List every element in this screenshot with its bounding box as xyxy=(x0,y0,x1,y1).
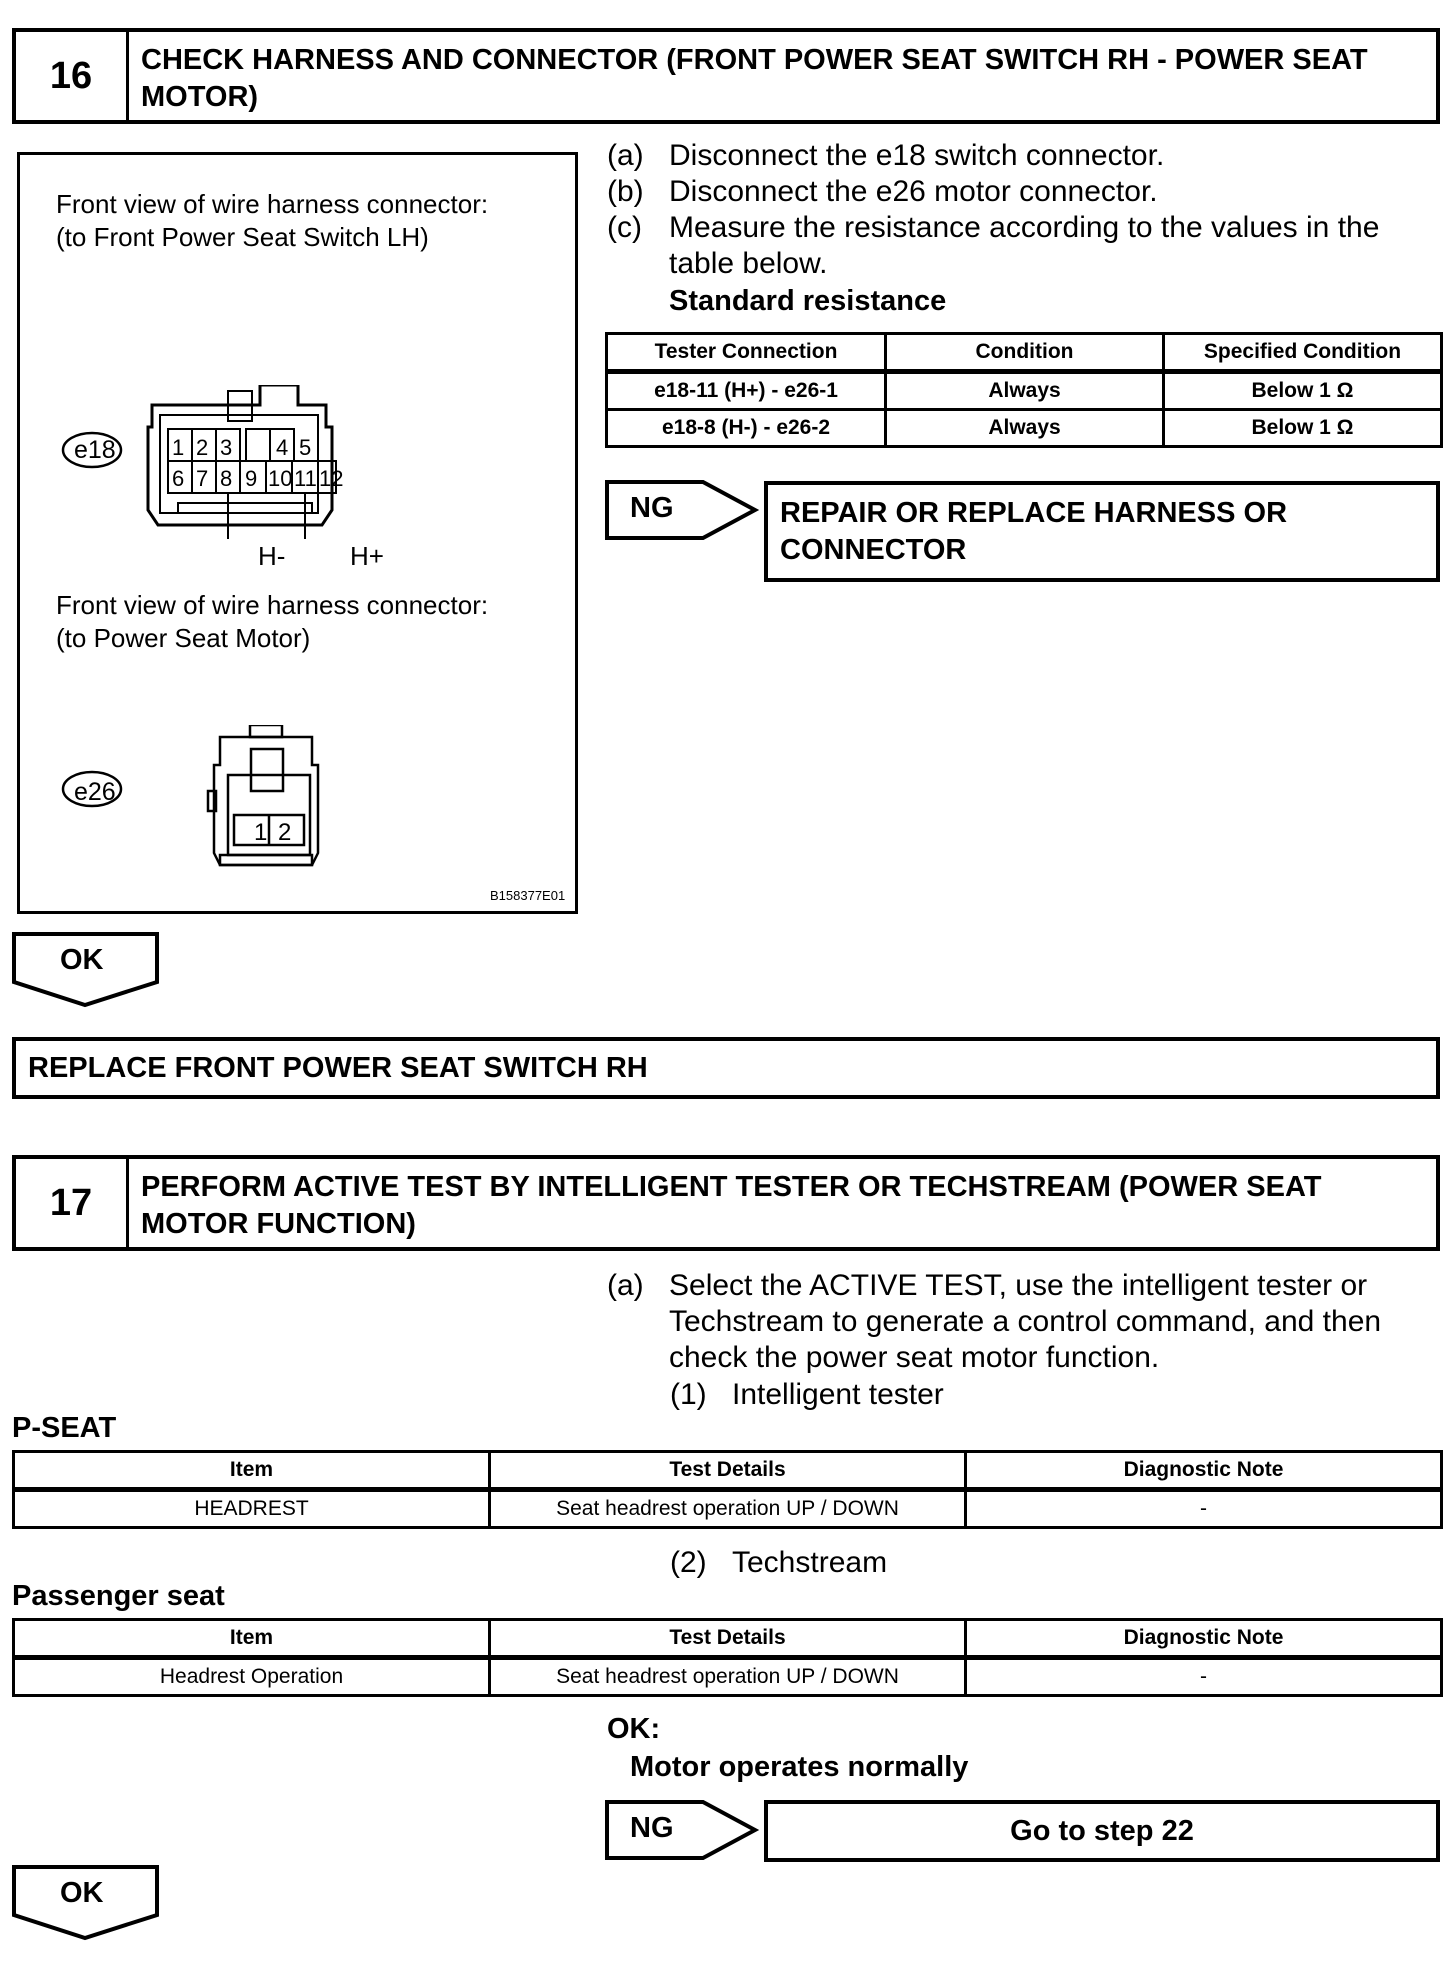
instruction-a-label: (a) xyxy=(607,139,644,172)
header-condition: Condition xyxy=(886,334,1164,372)
header-specified-condition: Specified Condition xyxy=(1164,334,1442,372)
table-1-title: P-SEAT xyxy=(12,1412,117,1444)
instruction-a xyxy=(607,138,1447,174)
instruction-17-a-label: (a) xyxy=(607,1269,644,1302)
e18-pin-3: 3 xyxy=(220,435,233,460)
table-row xyxy=(14,1658,1442,1696)
header-diagnostic-note: Diagnostic Note xyxy=(966,1452,1442,1490)
sub-1-text: Intelligent tester xyxy=(732,1378,944,1411)
passenger-seat-table-header xyxy=(14,1620,1442,1658)
resistance-table-header xyxy=(607,334,1442,372)
table-row xyxy=(14,1490,1442,1528)
e18-pin-1: 1 xyxy=(172,435,185,460)
figure-caption-2-line-2: (to Power Seat Motor) xyxy=(56,623,311,653)
p-seat-table xyxy=(12,1450,1443,1529)
table-cell: HEADREST xyxy=(14,1490,490,1528)
table-2-title: Passenger seat xyxy=(12,1580,225,1612)
step-17-header xyxy=(12,1155,1440,1251)
figure-code: B158377E01 xyxy=(490,888,566,903)
step-16-header xyxy=(12,28,1440,124)
ok-heading-17: OK: xyxy=(607,1713,661,1745)
ok-condition-17: Motor operates normally xyxy=(630,1751,969,1783)
table-cell: Below 1 Ω xyxy=(1164,410,1442,447)
e26-connector-id: e26 xyxy=(74,778,116,806)
sub-instruction-1 xyxy=(670,1377,1070,1413)
table-row xyxy=(607,410,1442,447)
table-cell: e18-11 (H+) - e26-1 xyxy=(607,372,886,410)
h-minus-label: H- xyxy=(258,541,286,571)
instruction-17-a xyxy=(607,1268,1447,1378)
table-cell: Always xyxy=(886,410,1164,447)
sub-2-text: Techstream xyxy=(732,1546,888,1579)
instruction-a-text: Disconnect the e18 switch connector. xyxy=(669,139,1165,172)
instruction-b-text: Disconnect the e26 motor connector. xyxy=(669,175,1158,208)
step-16-title: CHECK HARNESS AND CONNECTOR (FRONT POWER SEAT SWITCH RH - POWER SEAT MOTOR) xyxy=(141,44,1368,113)
step-16-number: 16 xyxy=(16,32,129,120)
ng-label-17: NG xyxy=(630,1812,674,1844)
figure-caption-1-line-2: (to Front Power Seat Switch LH) xyxy=(56,222,429,252)
instruction-c-text: Measure the resistance according to the values in the table below. xyxy=(669,211,1380,280)
e18-pin-2: 2 xyxy=(196,435,209,460)
figure-caption-1-line-1: Front view of wire harness connector: xyxy=(56,189,489,219)
instruction-c-label: (c) xyxy=(607,211,642,244)
table-cell: Seat headrest operation UP / DOWN xyxy=(490,1490,966,1528)
table-cell: Always xyxy=(886,372,1164,410)
table-cell: Seat headrest operation UP / DOWN xyxy=(490,1658,966,1696)
resistance-table xyxy=(605,332,1443,448)
header-item: Item xyxy=(14,1452,490,1490)
header-test-details: Test Details xyxy=(490,1620,966,1658)
instruction-17-a-text: Select the ACTIVE TEST, use the intelligent tester or Techstream to generate a control command, and then check the power seat motor function. xyxy=(669,1269,1382,1374)
table-cell: - xyxy=(966,1658,1442,1696)
e18-pin-6: 6 xyxy=(172,466,185,491)
replace-action-box: REPLACE FRONT POWER SEAT SWITCH RH xyxy=(12,1037,1440,1099)
header-diagnostic-note: Diagnostic Note xyxy=(966,1620,1442,1658)
ng-result-16: REPAIR OR REPLACE HARNESS OR CONNECTOR xyxy=(764,481,1440,582)
e18-pin-12: 12 xyxy=(319,466,344,491)
sub-instruction-2 xyxy=(670,1545,1070,1581)
e18-pin-10: 10 xyxy=(268,466,293,491)
connector-figure xyxy=(17,152,578,914)
e26-pin-1: 1 xyxy=(254,819,268,846)
standard-resistance-label: Standard resistance xyxy=(669,285,947,317)
e18-pin-7: 7 xyxy=(196,466,209,491)
ok-label-16: OK xyxy=(60,944,104,976)
ng-arrow-icon xyxy=(605,480,760,540)
ok-label-17: OK xyxy=(60,1877,104,1909)
e26-pin-2: 2 xyxy=(278,819,292,846)
table-row xyxy=(607,372,1442,410)
header-item: Item xyxy=(14,1620,490,1658)
sub-1-label: (1) xyxy=(670,1378,707,1411)
table-cell: - xyxy=(966,1490,1442,1528)
e18-connector-id: e18 xyxy=(74,436,116,464)
instruction-b-label: (b) xyxy=(607,175,644,208)
table-cell: Below 1 Ω xyxy=(1164,372,1442,410)
table-cell: e18-8 (H-) - e26-2 xyxy=(607,410,886,447)
e18-pin-11: 11 xyxy=(294,466,317,491)
header-tester-connection: Tester Connection xyxy=(607,334,886,372)
step-17-number: 17 xyxy=(16,1159,129,1247)
e18-pin-9: 9 xyxy=(245,466,258,491)
sub-2-label: (2) xyxy=(670,1546,707,1579)
e18-pin-4: 4 xyxy=(276,435,289,460)
step-17-title: PERFORM ACTIVE TEST BY INTELLIGENT TESTER OR TECHSTREAM (POWER SEAT MOTOR FUNCTION) xyxy=(141,1171,1322,1240)
h-plus-label: H+ xyxy=(350,541,384,571)
instruction-b xyxy=(607,174,1447,210)
e18-pin-5: 5 xyxy=(299,435,312,460)
table-cell: Headrest Operation xyxy=(14,1658,490,1696)
ng-arrow-icon xyxy=(605,1800,760,1860)
header-test-details: Test Details xyxy=(490,1452,966,1490)
instruction-c xyxy=(607,210,1447,282)
ng-result-17: Go to step 22 xyxy=(764,1800,1440,1862)
ng-label-16: NG xyxy=(630,492,674,524)
p-seat-table-header xyxy=(14,1452,1442,1490)
e18-pin-8: 8 xyxy=(220,466,233,491)
figure-caption-2-line-1: Front view of wire harness connector: xyxy=(56,590,489,620)
passenger-seat-table xyxy=(12,1618,1443,1697)
